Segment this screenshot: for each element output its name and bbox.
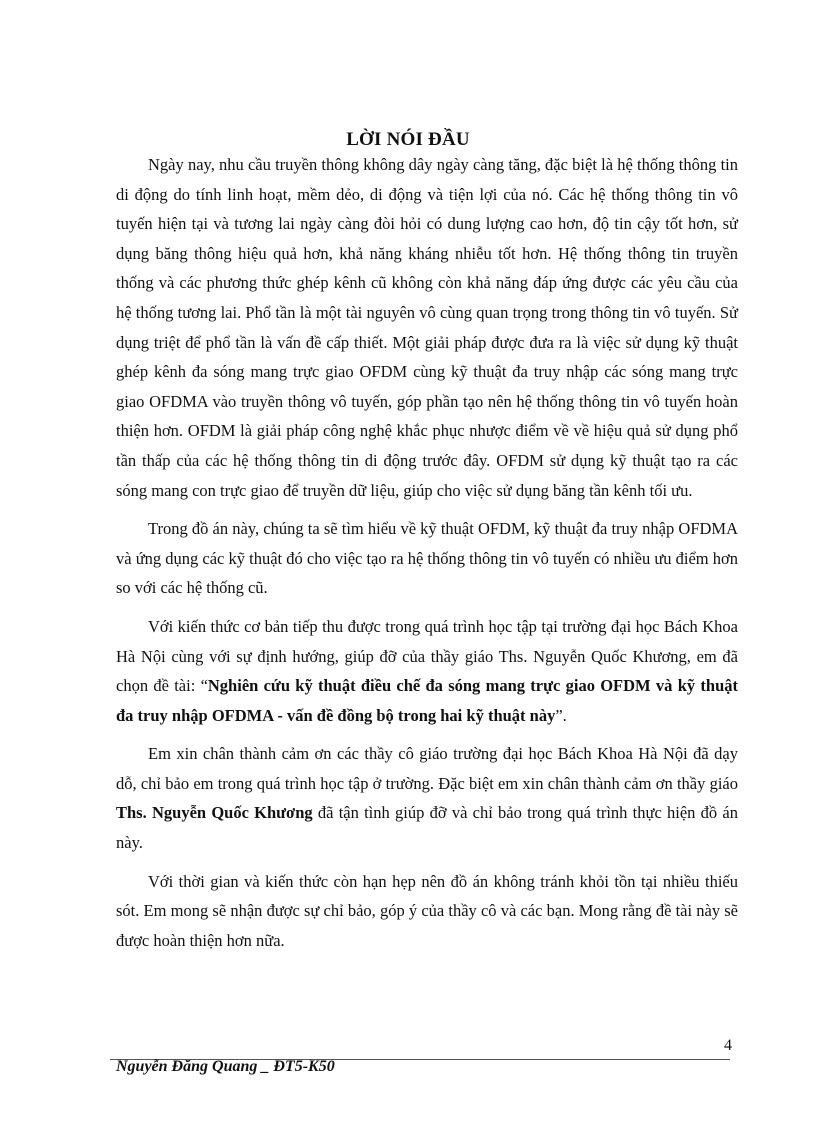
thesis-topic-title: Nghiên cứu kỹ thuật điều chế đa sóng mang trực giao OFDM và kỹ thuật đa truy nhập OFDMA - vấn đề đồng bộ trong hai kỹ thuật này bbox=[116, 676, 738, 725]
footer-author: Nguyễn Đăng Quang _ ĐT5-K50 bbox=[116, 1058, 335, 1075]
paragraph-thanks-after: đã tận tình giúp đỡ và chỉ bảo trong quá trình thực hiện đồ án này. bbox=[116, 803, 738, 853]
paragraph-scope-text: Trong đồ án này, chúng ta sẽ tìm hiểu về kỹ thuật OFDM, kỹ thuật đa truy nhập OFDMA và ứng dụng các kỹ thuật đó cho việc tạo ra hệ thống thông tin vô tuyến có nhiều ưu điểm hơn so với các hệ thống cũ. bbox=[116, 519, 738, 598]
paragraph-intro-text: Ngày nay, nhu cầu truyền thông không dây ngày càng tăng, đặc biệt là hệ thống thông tin di động do tính linh hoạt, mềm dẻo, di động và tiện lợi của nó. Các hệ thống thông tin vô tuyến hiện tại và tương lai ngày càng đòi hỏi có dung lượng cao hơn, độ tin cậy tốt hơn, sử dụng băng thông hiệu quả hơn, khả năng kháng nhiễu tốt hơn. Hệ thống thông tin truyền thống và các phương thức ghép kênh cũ không còn khả năng đáp ứng được các yêu cầu của hệ thống tương lai. Phổ tần là một tài nguyên vô cùng quan trọng trong thông tin vô tuyến. Sử dụng triệt để phổ tần là vấn đề cấp thiết. Một giải pháp được đưa ra là việc sử dụng kỹ thuật ghép kênh đa sóng mang trực giao OFDM cùng kỹ thuật đa truy nhập các sóng mang trực giao OFDMA vào truyền thông vô tuyến, góp phần tạo nên hệ thống thông tin vô tuyến hoàn thiện hơn. OFDM là giải pháp công nghệ khắc phục nhược điểm về về hiệu quả sử dụng phổ tần thấp của các hệ thống thông tin di động trước đây. OFDM sử dụng kỹ thuật tạo ra các sóng mang con trực giao để truyền dữ liệu, giúp cho việc sử dụng băng tần kênh tối ưu. bbox=[116, 155, 738, 500]
paragraph-closing bbox=[116, 867, 738, 956]
paragraph-thanks-before: Em xin chân thành cảm ơn các thầy cô giáo trường đại học Bách Khoa Hà Nội đã dạy dỗ, chỉ bảo em trong quá trình học tập ở trường. Đặc biệt em xin chân thành cảm ơn thầy giáo bbox=[116, 744, 738, 793]
paragraph-intro bbox=[116, 150, 738, 505]
page-number: 4 bbox=[724, 1037, 732, 1054]
page-title: LỜI NÓI ĐẦU bbox=[346, 128, 470, 150]
paragraph-topic-before: Với kiến thức cơ bản tiếp thu được trong quá trình học tập tại trường đại học Bách Khoa Hà Nội cùng với sự định hướng, giúp đỡ của thầy giáo Ths. Nguyễn Quốc Khương, em đã chọn đề tài: “ bbox=[116, 616, 738, 696]
paragraph-closing-text: Với thời gian và kiến thức còn hạn hẹp nên đồ án không tránh khỏi tồn tại nhiều thiếu sót. Em mong sẽ nhận được sự chỉ bảo, góp ý của thầy cô và các bạn. Mong rằng đề tài này sẽ được hoàn thiện hơn nữa. bbox=[116, 871, 738, 950]
paragraph-topic-after: ”. bbox=[555, 705, 567, 725]
paragraph-thanks bbox=[116, 739, 738, 857]
paragraph-scope bbox=[116, 514, 738, 603]
document-body bbox=[116, 150, 738, 964]
paragraph-topic bbox=[116, 612, 738, 730]
supervisor-name: Ths. Nguyễn Quốc Khương bbox=[116, 803, 313, 823]
